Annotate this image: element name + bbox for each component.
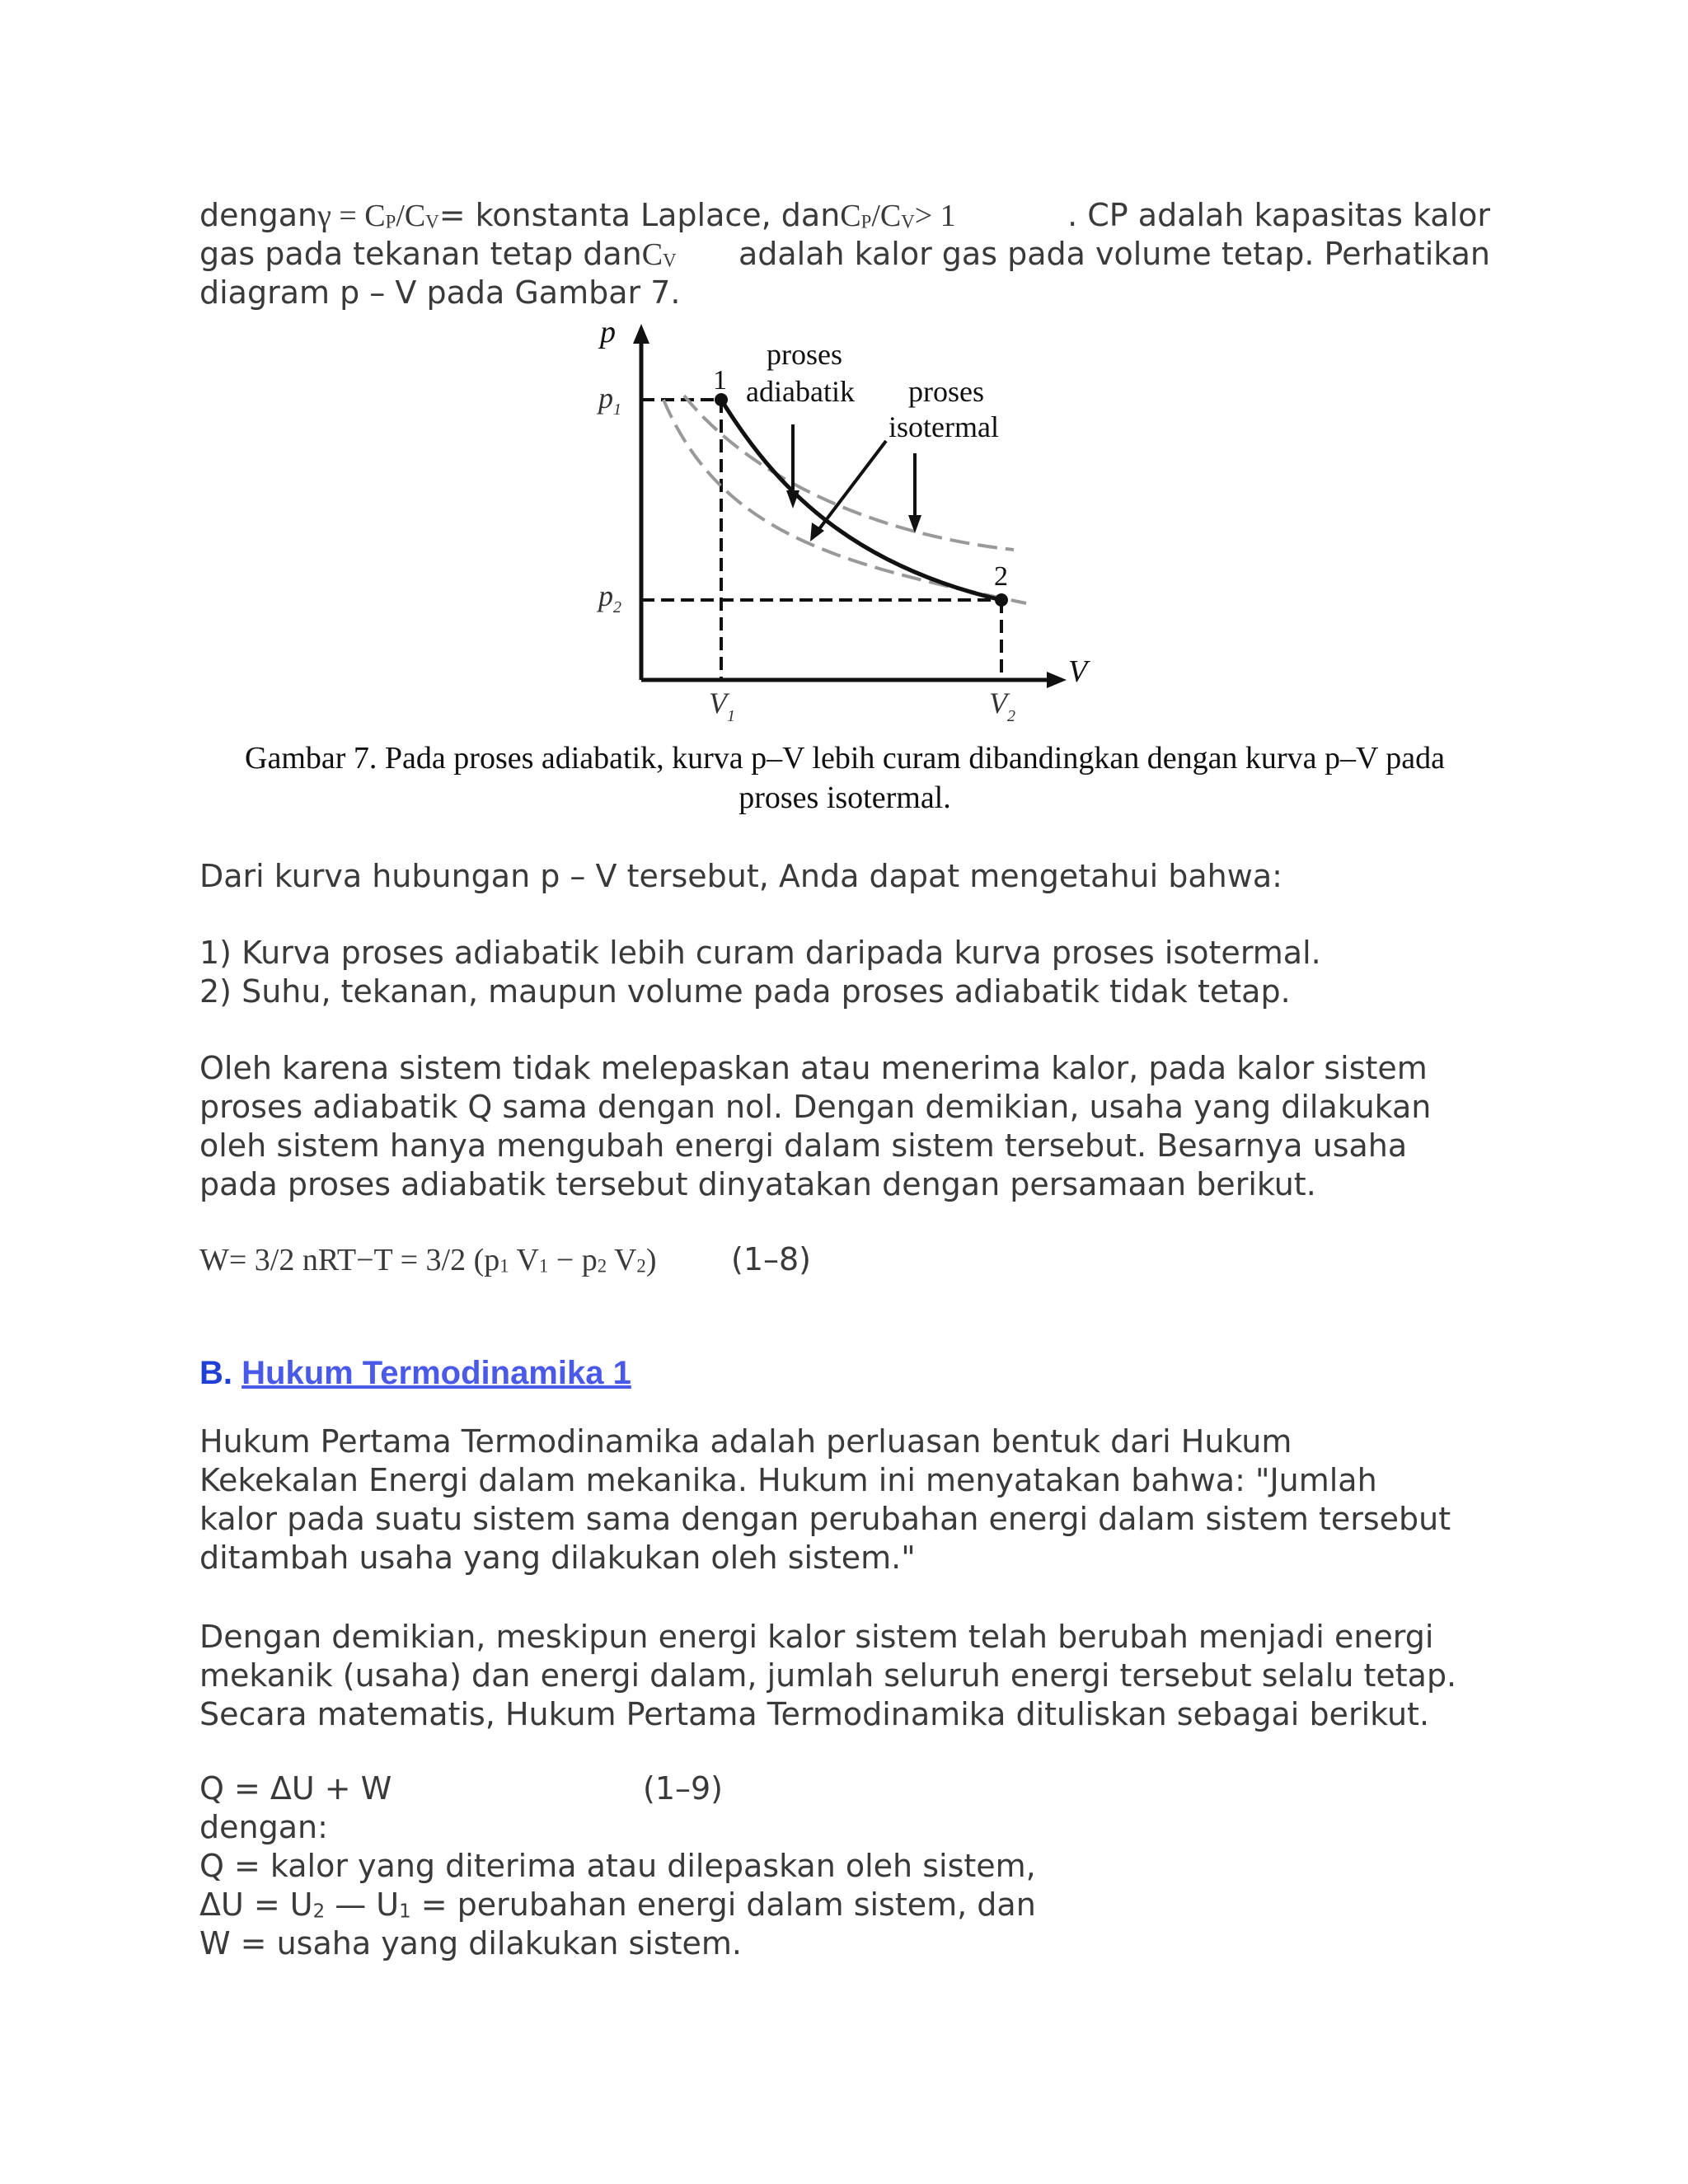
para-dengan-demikian xyxy=(199,1618,1490,1734)
equation-1-9-number: (1–9) xyxy=(643,1770,724,1807)
intro-line-3: diagram p – V pada Gambar 7. xyxy=(199,274,681,311)
equation-1-9-block xyxy=(199,1769,1490,1963)
intro-paragraph xyxy=(199,196,1490,312)
para-adiabatik xyxy=(199,1049,1490,1204)
section-b-label: B. xyxy=(199,1355,242,1391)
para-line: kalor pada suatu sistem sama dengan perubahan energi dalam sistem tersebut xyxy=(199,1501,1451,1537)
p1-label: $p_1$ xyxy=(598,382,621,419)
para-line: Oleh karena sistem tidak melepaskan atau menerima kalor, pada kalor sistem xyxy=(199,1050,1428,1086)
findings-list xyxy=(199,934,1490,1011)
v1-label: $V_1$ xyxy=(709,687,735,725)
p-axis-arrow-icon xyxy=(633,324,649,344)
equation-1-9-formula: Q = ΔU + W xyxy=(199,1770,392,1807)
intro-line-1 xyxy=(199,196,1490,235)
intro-line-1-text: denganγ = $C_P/C_V=$ konstanta Laplace, $danC_P/C_V> 1$ xyxy=(199,197,956,233)
point-2-label: 2 xyxy=(994,561,1008,592)
p-axis-label: p xyxy=(600,317,616,349)
para-line: Kekekalan Energi dalam mekanika. Hukum ini menyatakan bahwa: "Jumlah xyxy=(199,1462,1377,1498)
adiabatik-label-line-2: adiabatik xyxy=(746,375,855,408)
para-line: proses adiabatik Q sama dengan nol. Dengan demikian, usaha yang dilakukan xyxy=(199,1089,1432,1125)
para-line: oleh sistem hanya mengubah energi dalam sistem tersebut. Besarnya usaha xyxy=(199,1127,1408,1164)
adiabatik-arrow-head-icon xyxy=(786,490,799,509)
definition-delta-u: $\Delta U = U_2$ — $U_1$ = perubahan energi dalam sistem, dan xyxy=(199,1886,1036,1923)
intro-line-2 xyxy=(199,235,1490,274)
adiabatik-label-line-1: proses xyxy=(767,338,842,371)
equation-1-8-formula: W= 3/2 nRT−T = 3/2 ($p_1$ $V_1 - p_2$ $V_2$) xyxy=(199,1243,657,1277)
intro-line-2-text: gas pada tekanan tetap danC$_V$ xyxy=(199,236,677,272)
para-line: Dengan demikian, meskipun energi kalor sistem telah berubah menjadi energi xyxy=(199,1619,1434,1655)
para-line: ditambah usaha yang dilakukan oleh sistem." xyxy=(199,1540,916,1576)
equation-1-9 xyxy=(199,1769,1490,1808)
intro-line-2-end: adalah kalor gas pada volume tetap. Perhatikan xyxy=(738,236,1490,272)
list-item: 1) Kurva proses adiabatik lebih curam daripada kurva proses isotermal. xyxy=(199,935,1321,971)
equation-1-8-number: (1–8) xyxy=(731,1241,812,1277)
section-b-heading xyxy=(199,1350,631,1396)
pv-diagram-figure xyxy=(577,317,1104,738)
list-item: 2) Suhu, tekanan, maupun volume pada proses adiabatik tidak tetap. xyxy=(199,973,1291,1010)
point-1-label: 1 xyxy=(713,365,727,396)
para-hukum-pertama xyxy=(199,1422,1490,1577)
equation-1-8 xyxy=(199,1240,1490,1279)
caption-line-2: proses isotermal. xyxy=(738,780,951,815)
definition-w: W = usaha yang dilakukan sistem. xyxy=(199,1925,743,1961)
v-axis-arrow-icon xyxy=(1047,672,1067,688)
isotermal-label-line-1: proses xyxy=(908,375,984,408)
para-line: Hukum Pertama Termodinamika adalah perluasan bentuk dari Hukum xyxy=(199,1423,1292,1460)
figure-caption xyxy=(199,738,1490,818)
definition-q: Q = kalor yang diterima atau dilepaskan oleh sistem, xyxy=(199,1848,1036,1884)
para-line: pada proses adiabatik tersebut dinyatakan dengan persamaan berikut. xyxy=(199,1166,1316,1202)
intro-line-1-end: . CP adalah kapasitas kalor xyxy=(1067,197,1490,233)
point-2-marker xyxy=(995,593,1008,607)
p2-label: $p_2$ xyxy=(598,579,621,616)
hukum-termodinamika-1-link[interactable]: Hukum Termodinamika 1 xyxy=(241,1355,631,1391)
definitions-intro: dengan: xyxy=(199,1809,328,1845)
v2-label: $V_2$ xyxy=(989,687,1015,725)
caption-line-1: Gambar 7. Pada proses adiabatik, kurva p–V lebih curam dibandingkan dengan kurva p–V pada xyxy=(245,741,1445,776)
para-line: Secara matematis, Hukum Pertama Termodinamika dituliskan sebagai berikut. xyxy=(199,1696,1430,1732)
v-axis-label: V xyxy=(1068,654,1088,689)
para-kurva-intro: Dari kurva hubungan p – V tersebut, Anda dapat mengetahui bahwa: xyxy=(199,858,1282,894)
para-line: mekanik (usaha) dan energi dalam, jumlah seluruh energi tersebut selalu tetap. xyxy=(199,1657,1457,1694)
isotermal-label-line-2: isotermal xyxy=(889,410,999,443)
